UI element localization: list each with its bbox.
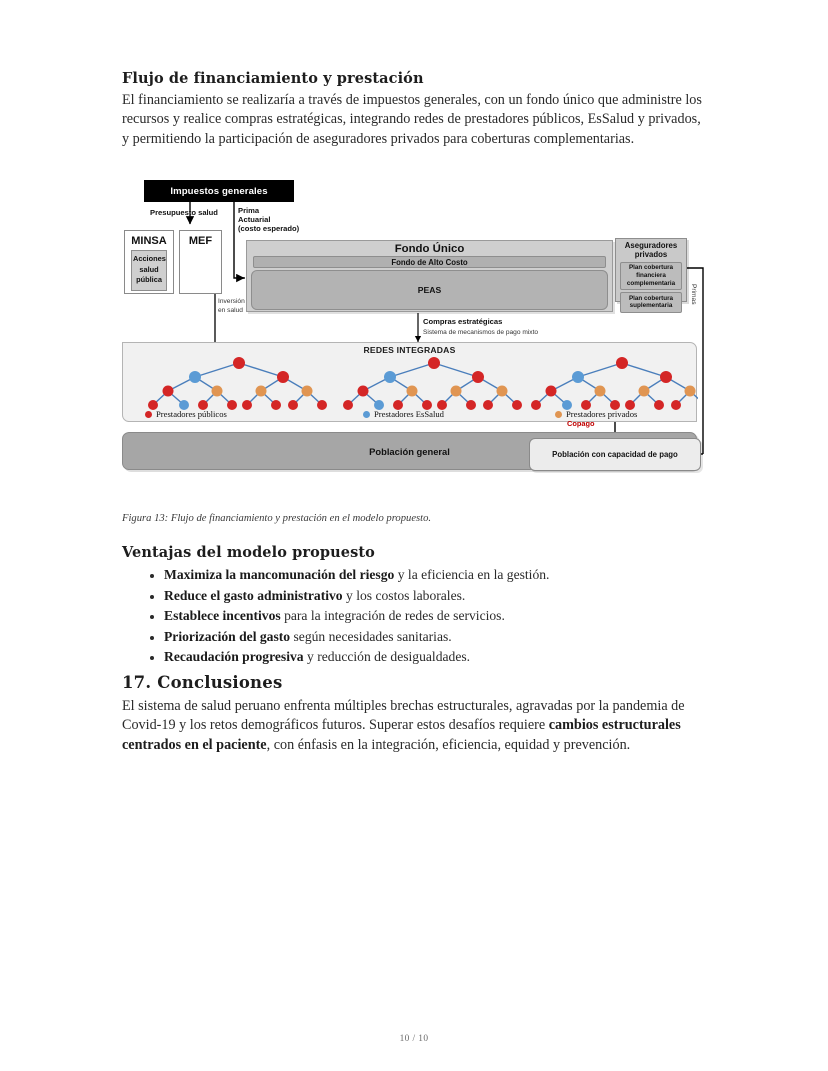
legend-publicos bbox=[145, 409, 227, 419]
intro-paragraph: El financiamiento se realizaría a través de impuestos generales, con un fondo único que administre los recursos y realice compras estratégicas, integrando redes de prestadores públicos, EsSalud y privados, y permitiendo la participación de aseguradores privados para coberturas complementarias. bbox=[122, 92, 702, 147]
redes-integradas-panel bbox=[122, 342, 697, 422]
tree-edge bbox=[195, 363, 239, 377]
legend-label-publicos: Prestadores públicos bbox=[156, 409, 227, 419]
tree-node-orange bbox=[407, 386, 418, 397]
mef-box bbox=[179, 230, 222, 294]
tree-node-red bbox=[358, 386, 369, 397]
tree-node-blue bbox=[189, 371, 201, 383]
legend-dot-orange-icon bbox=[555, 411, 562, 418]
provider-tree bbox=[343, 357, 522, 410]
redes-integradas-title: REDES INTEGRADAS bbox=[363, 345, 456, 355]
tree-edge bbox=[622, 363, 666, 377]
tree-node-orange bbox=[212, 386, 223, 397]
tree-node-red bbox=[242, 400, 252, 410]
tree-node-red bbox=[654, 400, 664, 410]
prima-actuarial-label-1: Prima bbox=[238, 206, 260, 215]
figure-flow-diagram bbox=[118, 176, 710, 486]
inversion-salud-label-2: en salud bbox=[218, 307, 243, 314]
tree-node-orange bbox=[685, 386, 696, 397]
conclusions-text-2: , con énfasis en la integración, eficiencia, equidad y prevención. bbox=[266, 736, 631, 753]
impuestos-generales-box: Impuestos generales bbox=[144, 180, 294, 202]
tree-node-red bbox=[163, 386, 174, 397]
advantage-item bbox=[164, 627, 707, 648]
provider-tree bbox=[531, 357, 698, 410]
conclusions-bold: cambios estructurales centrados en el paciente bbox=[122, 717, 681, 753]
advantage-item bbox=[164, 586, 707, 607]
presupuesto-salud-label: Presupuesto salud bbox=[150, 208, 218, 217]
intro-heading: Flujo de financiamiento y prestación bbox=[122, 70, 424, 87]
tree-node-orange bbox=[639, 386, 650, 397]
tree-node-orange bbox=[451, 386, 462, 397]
compras-estrategicas-title: Compras estratégicas bbox=[423, 317, 503, 326]
peas-box: PEAS bbox=[251, 270, 608, 310]
fondo-alto-costo-bar: Fondo de Alto Costo bbox=[253, 256, 606, 268]
advantage-item-bold: Maximiza la mancomunación del riesgo bbox=[164, 567, 395, 582]
advantage-item-rest: y los costos laborales. bbox=[342, 587, 466, 603]
tree-node-red bbox=[512, 400, 522, 410]
advantages-heading: Ventajas del modelo propuesto bbox=[122, 544, 375, 561]
plan-cobertura-financiera: Plan cobertura financiera complementaria bbox=[620, 262, 682, 290]
tree-edge bbox=[390, 363, 434, 377]
tree-edge bbox=[239, 363, 283, 377]
tree-edge bbox=[434, 363, 478, 377]
tree-node-red bbox=[483, 400, 493, 410]
legend-label-privados: Prestadores privados bbox=[566, 409, 638, 419]
tree-node-red bbox=[233, 357, 245, 369]
minsa-inner-line3: pública bbox=[136, 275, 162, 284]
aseguradores-title-line1: Aseguradores bbox=[624, 241, 678, 250]
tree-node-red bbox=[546, 386, 557, 397]
tree-node-red bbox=[466, 400, 476, 410]
tree-node-red bbox=[271, 400, 281, 410]
tree-node-blue bbox=[384, 371, 396, 383]
advantages-list bbox=[122, 565, 707, 668]
advantage-item bbox=[164, 647, 707, 668]
tree-node-red bbox=[227, 400, 237, 410]
minsa-inner-box bbox=[131, 250, 167, 291]
advantage-item bbox=[164, 606, 707, 627]
tree-node-blue bbox=[572, 371, 584, 383]
tree-edge bbox=[578, 363, 622, 377]
legend-essalud bbox=[363, 409, 444, 419]
conclusions-text-1: El sistema de salud peruano enfrenta múltiples brechas estructurales, agravadas por la pandemia de Covid-19 y los retos demográficos futuros. Superar estos desafíos requiere bbox=[122, 698, 685, 734]
provider-network-trees bbox=[123, 351, 698, 415]
minsa-title: MINSA bbox=[131, 235, 167, 247]
fondo-unico-box bbox=[246, 240, 613, 312]
tree-node-orange bbox=[497, 386, 508, 397]
advantage-item-bold: Reduce el gasto administrativo bbox=[164, 587, 343, 603]
legend-dot-red-icon bbox=[145, 411, 152, 418]
advantages-block bbox=[122, 544, 707, 668]
tree-node-orange bbox=[595, 386, 606, 397]
fondo-unico-title: Fondo Único bbox=[394, 243, 465, 255]
tree-node-red bbox=[472, 371, 484, 383]
legend-privados bbox=[555, 409, 637, 419]
copago-label: Copago bbox=[567, 419, 595, 428]
legend-label-essalud: Prestadores EsSalud bbox=[374, 409, 444, 419]
mef-title: MEF bbox=[188, 235, 213, 247]
tree-node-red bbox=[616, 357, 628, 369]
conclusions-heading: 17. Conclusiones bbox=[122, 673, 283, 692]
advantage-item-bold: Establece incentivos bbox=[164, 608, 281, 624]
tree-node-red bbox=[288, 400, 298, 410]
poblacion-capacidad-pago-box: Población con capacidad de pago bbox=[529, 438, 701, 471]
poblacion-general-label: Población general bbox=[369, 446, 450, 457]
advantage-item-rest: según necesidades sanitarias. bbox=[290, 628, 452, 644]
conclusions-paragraph bbox=[122, 697, 707, 755]
compras-estrategicas-subtitle: Sistema de mecanismos de pago mixto bbox=[423, 329, 539, 336]
plan-cobertura-suplementaria: Plan cobertura suplementaria bbox=[620, 292, 682, 313]
minsa-inner-line2: salud bbox=[139, 264, 159, 274]
advantage-item bbox=[164, 565, 707, 586]
prima-actuarial-label-2: Actuarial bbox=[238, 215, 271, 224]
advantage-item-rest: y reducción de desigualdades. bbox=[303, 649, 471, 665]
tree-node-red bbox=[343, 400, 353, 410]
inversion-salud-label-1: Inversión bbox=[218, 298, 245, 305]
advantage-item-bold: Recaudación progresiva bbox=[164, 649, 304, 665]
tree-node-red bbox=[277, 371, 289, 383]
provider-tree bbox=[148, 357, 327, 410]
tree-node-red bbox=[660, 371, 672, 383]
prima-actuarial-label-3: (costo esperado) bbox=[238, 224, 300, 233]
tree-node-red bbox=[531, 400, 541, 410]
primas-label: Primas bbox=[690, 284, 697, 305]
aseguradores-privados-box bbox=[615, 238, 687, 310]
legend-dot-blue-icon bbox=[363, 411, 370, 418]
tree-node-red bbox=[428, 357, 440, 369]
minsa-box bbox=[124, 230, 174, 294]
tree-node-orange bbox=[256, 386, 267, 397]
tree-node-red bbox=[671, 400, 681, 410]
advantage-item-rest: para la integración de redes de servicios. bbox=[280, 608, 505, 624]
minsa-inner-line1: Acciones bbox=[133, 254, 166, 263]
aseguradores-title bbox=[616, 239, 686, 260]
figure-caption: Figura 13: Flujo de financiamiento y prestación en el modelo propuesto. bbox=[122, 513, 432, 524]
intro-block bbox=[122, 70, 707, 149]
advantage-item-bold: Priorización del gasto bbox=[164, 628, 291, 644]
page-footer: 10 / 10 bbox=[399, 1034, 429, 1044]
aseguradores-title-line2: privados bbox=[634, 250, 668, 260]
tree-node-red bbox=[317, 400, 327, 410]
tree-node-orange bbox=[302, 386, 313, 397]
advantage-item-rest: y la eficiencia en la gestión. bbox=[394, 567, 550, 582]
conclusions-block bbox=[122, 673, 707, 755]
